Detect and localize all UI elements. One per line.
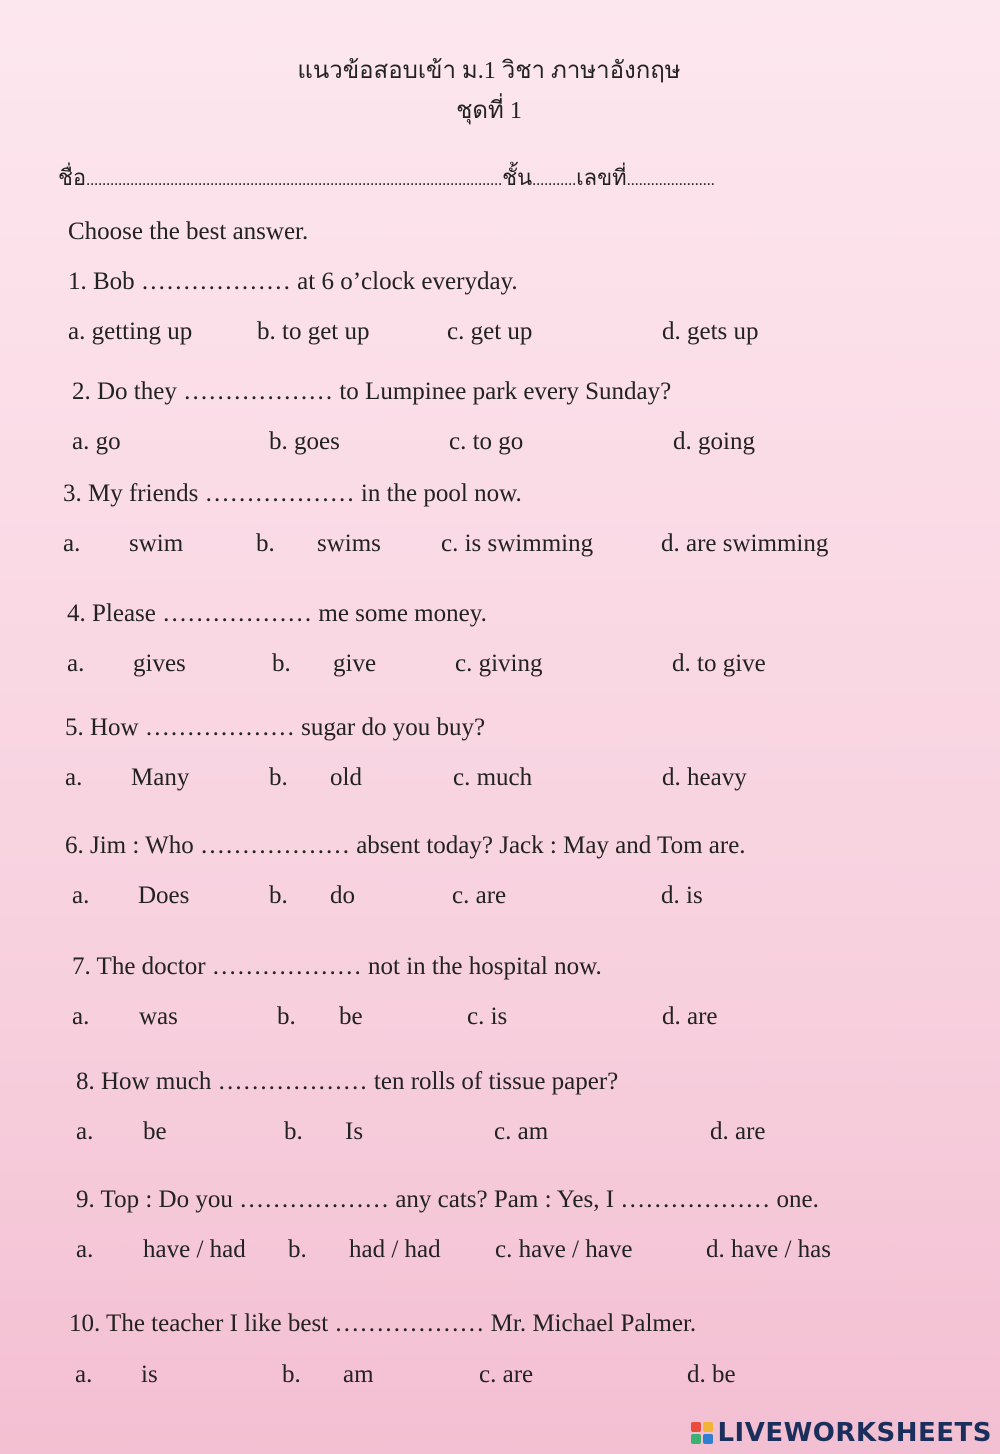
question-stem: 5. How ……………… sugar do you buy? (65, 714, 486, 741)
answer-option[interactable]: c. have / have (495, 1236, 633, 1263)
answer-option[interactable]: a. getting up (68, 318, 193, 345)
logo-square-red (691, 1422, 701, 1432)
question-stem: 4. Please ……………… me some money. (67, 600, 487, 627)
option-letter: b. (269, 764, 288, 791)
number-field[interactable]: ...................... (626, 172, 715, 189)
answer-option[interactable]: c. am (494, 1118, 549, 1145)
answer-option[interactable]: c. to go (449, 428, 524, 455)
question-stem: 10. The teacher I like best ……………… Mr. Michael Palmer. (69, 1310, 697, 1337)
option-letter: b. (272, 650, 291, 677)
answer-option[interactable]: c. much (453, 764, 533, 791)
option-letter: a. (72, 1003, 90, 1030)
option-letter: b. (277, 1003, 296, 1030)
class-label: ชั้น (502, 165, 533, 190)
answer-option[interactable]: swim (129, 530, 184, 557)
name-label: ชื่อ (58, 165, 87, 190)
option-letter: a. (63, 530, 81, 557)
liveworksheets-logo-icon (691, 1422, 713, 1444)
answer-option[interactable]: b. goes (269, 428, 340, 455)
answer-option[interactable]: d. going (673, 428, 755, 455)
answer-option[interactable]: give (333, 650, 377, 677)
question-stem: 3. My friends ……………… in the pool now. (63, 480, 522, 507)
answer-option[interactable]: swims (317, 530, 381, 557)
answer-option[interactable]: d. heavy (662, 764, 747, 791)
option-letter: b. (288, 1236, 307, 1263)
answer-option[interactable]: gives (133, 650, 186, 677)
answer-option[interactable]: c. get up (447, 318, 533, 345)
logo-square-blue (703, 1434, 713, 1444)
question-stem: 2. Do they ……………… to Lumpinee park every Sunday? (72, 378, 672, 405)
answer-option[interactable]: had / had (349, 1236, 441, 1263)
answer-option[interactable]: c. giving (455, 650, 543, 677)
question-stem: 6. Jim : Who ……………… absent today? Jack : May and Tom are. (65, 832, 746, 859)
answer-option[interactable]: old (330, 764, 362, 791)
answer-option[interactable]: d. are (710, 1118, 766, 1145)
answer-option[interactable]: c. is swimming (441, 530, 594, 557)
answer-option[interactable]: do (330, 882, 355, 909)
answer-option[interactable]: am (343, 1361, 374, 1388)
answer-option[interactable]: was (139, 1003, 178, 1030)
option-letter: a. (72, 882, 90, 909)
worksheet-title: แนวข้อสอบเข้า ม.1 วิชา ภาษาอังกฤษ (297, 58, 681, 84)
answer-option[interactable]: Many (131, 764, 190, 791)
class-field[interactable]: ........... (532, 172, 577, 189)
answer-option[interactable]: a. go (72, 428, 121, 455)
worksheet-set-number: ชุดที่ 1 (456, 98, 522, 124)
answer-option[interactable]: d. are (662, 1003, 718, 1030)
answer-option[interactable]: b. to get up (257, 318, 370, 345)
answer-option[interactable]: be (143, 1118, 167, 1145)
answer-option[interactable]: d. have / has (706, 1236, 831, 1263)
option-letter: a. (65, 764, 83, 791)
option-letter: a. (76, 1236, 94, 1263)
answer-option[interactable]: is (141, 1361, 158, 1388)
logo-square-green (691, 1434, 701, 1444)
answer-option[interactable]: Does (138, 882, 190, 909)
option-letter: b. (269, 882, 288, 909)
answer-option[interactable]: d. to give (672, 650, 766, 677)
question-stem: 9. Top : Do you ……………… any cats? Pam : Yes, I ……………… one. (76, 1186, 819, 1213)
answer-option[interactable]: c. is (467, 1003, 508, 1030)
answer-option[interactable]: Is (345, 1118, 364, 1145)
number-label: เลขที่ (576, 165, 627, 190)
answer-option[interactable]: d. gets up (662, 318, 759, 345)
option-letter: b. (256, 530, 275, 557)
student-info-line (58, 160, 715, 195)
answer-option[interactable]: d. is (661, 882, 703, 909)
question-stem: 7. The doctor ……………… not in the hospital now. (72, 953, 602, 980)
option-letter: a. (67, 650, 85, 677)
answer-option[interactable]: d. are swimming (661, 530, 829, 557)
instructions: Choose the best answer. (68, 218, 309, 245)
logo-square-yellow (703, 1422, 713, 1432)
answer-option[interactable]: be (339, 1003, 363, 1030)
question-stem: 1. Bob ……………… at 6 o’clock everyday. (68, 268, 518, 295)
answer-option[interactable]: have / had (143, 1236, 246, 1263)
liveworksheets-logo (691, 1418, 992, 1448)
answer-option[interactable]: d. be (687, 1361, 736, 1388)
question-stem: 8. How much ……………… ten rolls of tissue paper? (76, 1068, 619, 1095)
option-letter: b. (284, 1118, 303, 1145)
answer-option[interactable]: c. are (452, 882, 507, 909)
option-letter: a. (75, 1361, 93, 1388)
liveworksheets-logo-text: LIVEWORKSHEETS (717, 1418, 992, 1448)
name-field[interactable]: ........................................................................................................ (86, 172, 503, 189)
option-letter: b. (282, 1361, 301, 1388)
option-letter: a. (76, 1118, 94, 1145)
answer-option[interactable]: c. are (479, 1361, 534, 1388)
